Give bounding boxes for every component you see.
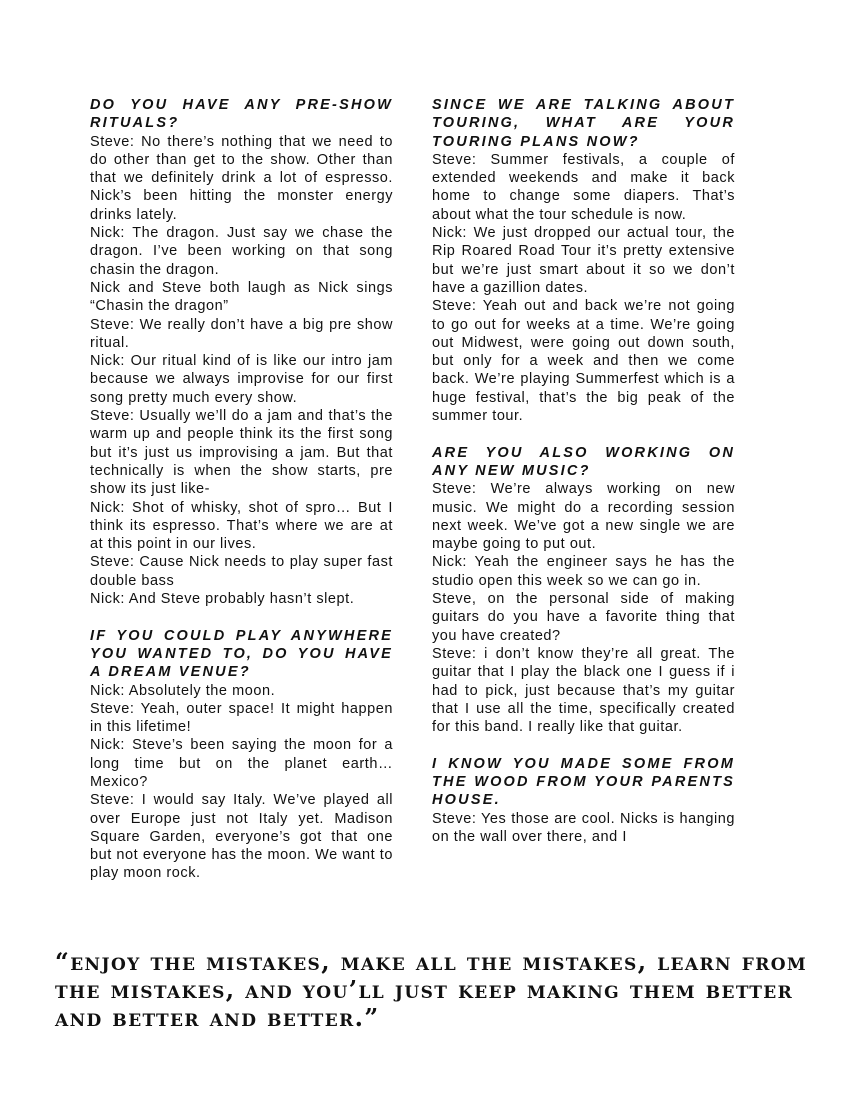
answer-paragraph: Steve: Yeah, outer space! It might happen in this lifetime! xyxy=(90,700,393,736)
answer-paragraph: Nick: Our ritual kind of is like our intro jam because we always improvise for our first song pretty much every show. xyxy=(90,353,393,406)
question-touring-plans: SINCE WE ARE TALKING ABOUT TOURING, WHAT ARE YOUR TOURING PLANS NOW? xyxy=(432,97,735,150)
answer-paragraph: Nick and Steve both laugh as Nick sings “Chasin the dragon” xyxy=(90,279,393,315)
answer-paragraph: Steve: No there’s nothing that we need to do other than get to the show. Other than that we definitely drink a lot of espresso. Nick’s been hitting the monster energy drinks lately. xyxy=(90,133,393,223)
answer-paragraph: Steve: Yes those are cool. Nicks is hanging on the wall over there, and I xyxy=(432,810,735,845)
question-pre-show-rituals: DO YOU HAVE ANY PRE-SHOW RITUALS? xyxy=(90,97,393,132)
answer-paragraph: Nick: Absolutely the moon. xyxy=(90,682,276,699)
right-column xyxy=(432,96,735,846)
question-new-music: ARE YOU ALSO WORKING ON ANY NEW MUSIC? xyxy=(432,444,735,479)
answer-paragraph: Steve: Cause Nick needs to play super fast double bass xyxy=(90,554,393,589)
left-column xyxy=(90,96,393,883)
answer-paragraph: Steve: We really don’t have a big pre show ritual. xyxy=(90,316,393,351)
answer-paragraph: Nick: We just dropped our actual tour, the Rip Roared Road Tour it’s pretty extensive but we’re just smart about it so we don’t have a gazillion dates. xyxy=(432,225,735,296)
section-spacer xyxy=(432,425,735,443)
question-parents-house-wood: I KNOW YOU MADE SOME FROM THE WOOD FROM YOUR PARENTS HOUSE. xyxy=(432,755,735,809)
answer-paragraph: Steve, on the personal side of making guitars do you have a favorite thing that you have created? xyxy=(432,591,735,644)
answer-paragraph: Nick: The dragon. Just say we chase the dragon. I’ve been working on that song chasin the dragon. xyxy=(90,225,393,278)
answer-paragraph: Nick: Steve’s been saying the moon for a long time but on the planet earth… Mexico? xyxy=(90,737,393,790)
pull-quote: “enjoy the mistakes, make all the mistakes, learn from the mistakes, and you’ll just keep making them better and better and better.” xyxy=(55,947,808,1032)
answer-paragraph: Steve: Usually we’ll do a jam and that’s the warm up and people think its the first song but it’s just us improvising a jam. But that technically is when the show starts, pre show its just like- xyxy=(90,408,393,498)
answer-paragraph: Steve: Yeah out and back we’re not going to go out for weeks at a time. We’re going out Midwest, were going out down south, but only for a week and then we come back. We’re playing Summerfest which is a huge festival, that’s the big peak of the summer tour. xyxy=(432,298,735,425)
section-spacer xyxy=(432,736,735,754)
answer-paragraph: Steve: We’re always working on new music. We might do a recording session next week. We’ve got a new single we are maybe going to put out. xyxy=(432,481,735,553)
answer-paragraph: Steve: I would say Italy. We’ve played all over Europe just not Italy yet. Madison Square Garden, everyone’s got that one but not everyone has the moon. We want to play moon rock. xyxy=(90,792,393,882)
answer-paragraph: Nick: Shot of whisky, shot of spro… But I think its espresso. That’s where we are at at this point in our lives. xyxy=(90,499,393,553)
question-dream-venue: IF YOU COULD PLAY ANYWHERE YOU WANTED TO, DO YOU HAVE A DREAM VENUE? xyxy=(90,627,393,681)
answer-paragraph: Nick: Yeah the engineer says he has the studio open this week so we can go in. xyxy=(432,554,735,589)
section-spacer xyxy=(90,608,393,626)
answer-paragraph: Steve: i don’t know they’re all great. The guitar that I play the black one I guess if i had to pick, just because that’s my guitar that I use all the time, specifically created for this band. I really like that guitar. xyxy=(432,645,735,736)
answer-paragraph: Steve: Summer festivals, a couple of extended weekends and make it back home to change some diapers. That’s about what the tour schedule is now. xyxy=(432,151,735,223)
answer-paragraph: Nick: And Steve probably hasn’t slept. xyxy=(90,591,355,608)
